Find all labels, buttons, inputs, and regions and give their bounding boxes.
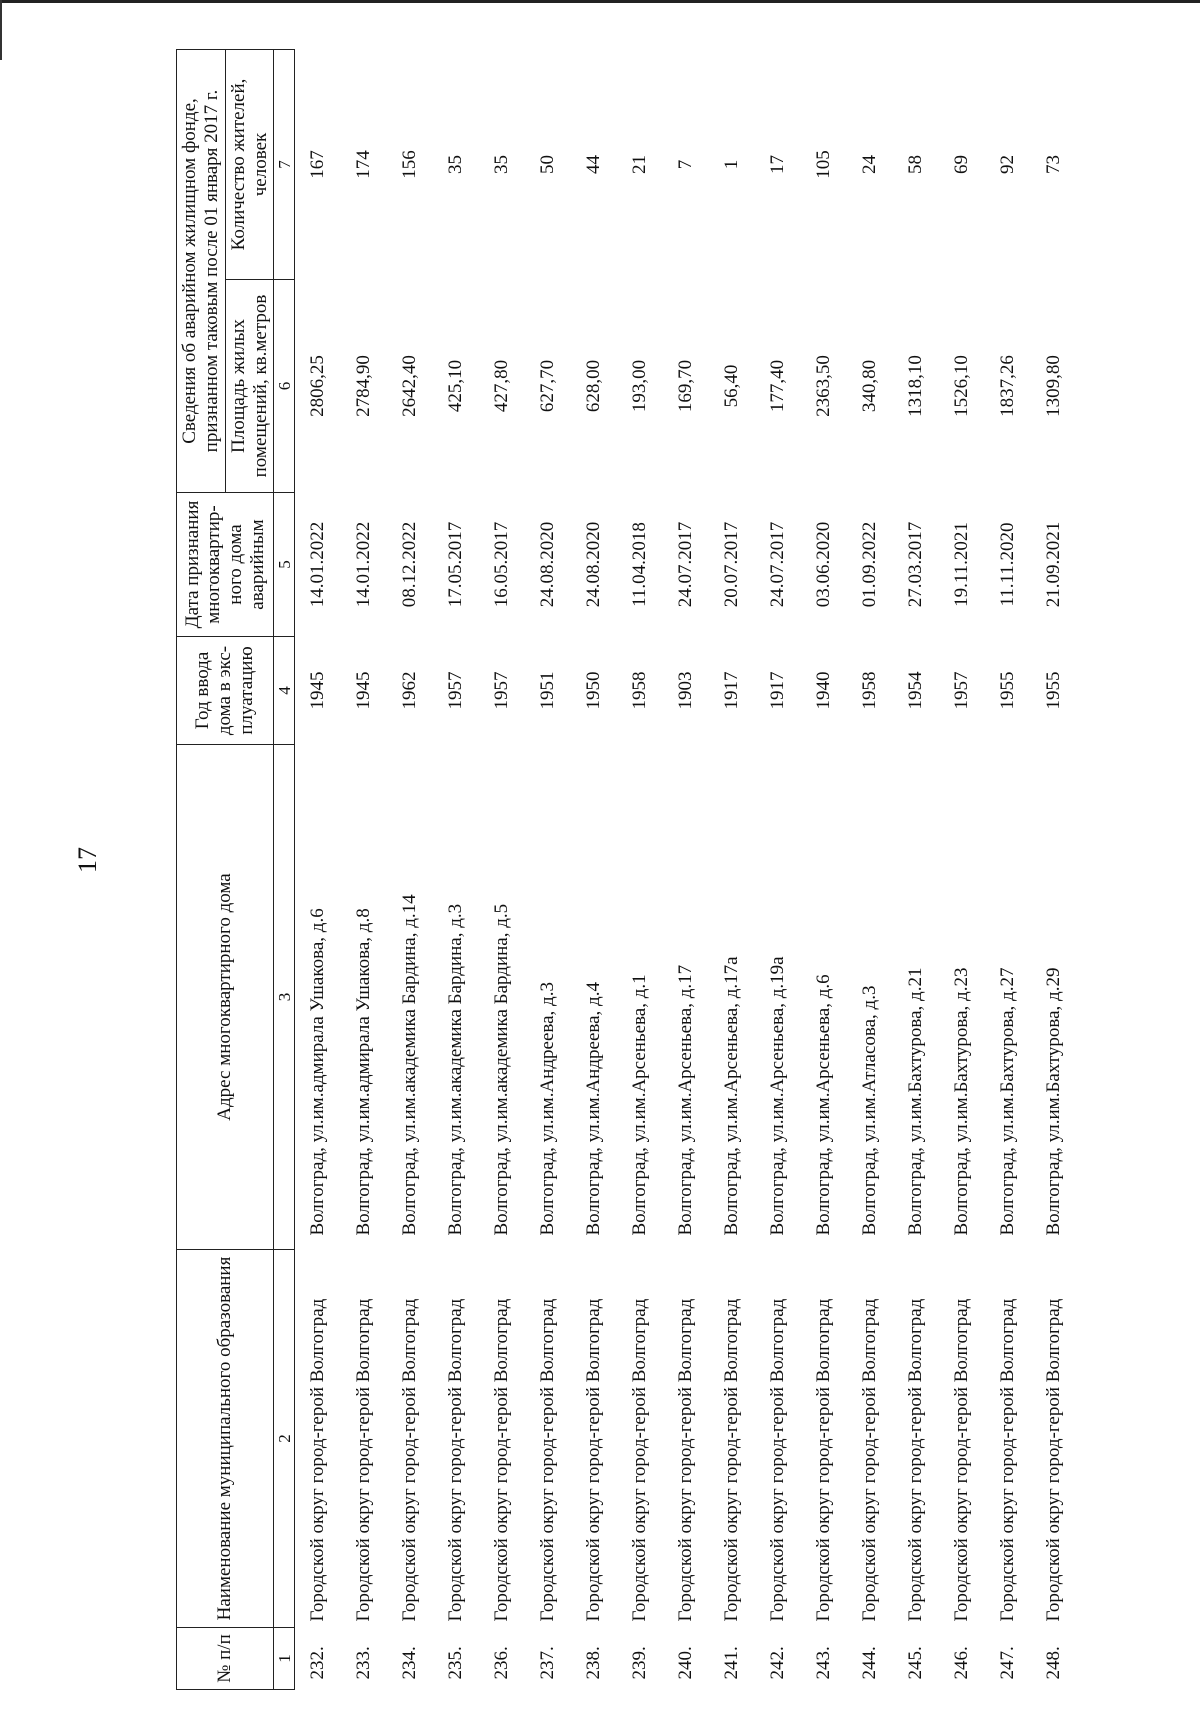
living-area: 56,40 — [721, 364, 743, 408]
commission-year: 1957 — [491, 671, 513, 710]
residents-count: 21 — [629, 155, 651, 174]
building-address: Волгоград, ул.им.Арсеньева, д.19а — [767, 956, 789, 1236]
residents-count: 24 — [859, 155, 881, 174]
living-area: 425,10 — [445, 359, 467, 413]
residents-count: 35 — [445, 155, 467, 174]
column-number: 1 — [274, 1628, 295, 1690]
table-row — [893, 49, 939, 1689]
residents-count: 7 — [675, 159, 697, 170]
header-address: Адрес многоквартирного дома — [177, 745, 274, 1250]
living-area: 177,40 — [767, 359, 789, 413]
residents-count: 156 — [399, 150, 421, 179]
scan-edge — [0, 0, 1200, 3]
commission-year: 1962 — [399, 671, 421, 710]
table-row — [755, 49, 801, 1689]
living-area: 2806,25 — [307, 355, 329, 417]
column-number: 4 — [274, 637, 295, 745]
table-row — [295, 49, 342, 1689]
table-row — [801, 49, 847, 1689]
emergency-housing-table — [176, 49, 1077, 1690]
column-number: 2 — [274, 1250, 295, 1628]
row-number: 245. — [905, 1646, 927, 1680]
row-number: 238. — [583, 1646, 605, 1680]
emergency-date: 19.11.2021 — [951, 522, 973, 607]
table-row — [341, 49, 387, 1689]
row-number: 247. — [997, 1646, 1019, 1680]
living-area: 193,00 — [629, 359, 651, 413]
emergency-date: 24.08.2020 — [583, 521, 605, 608]
table-row — [479, 49, 525, 1689]
emergency-date: 01.09.2022 — [859, 521, 881, 608]
row-number: 244. — [859, 1646, 881, 1680]
residents-count: 35 — [491, 155, 513, 174]
building-address: Волгоград, ул.им.Бахтурова, д.21 — [905, 967, 927, 1236]
municipality-name: Городской округ город-герой Волгоград — [813, 1298, 835, 1622]
living-area: 1318,10 — [905, 355, 927, 417]
header-people: Количество жителей, человек — [225, 49, 274, 279]
municipality-name: Городской округ город-герой Волгоград — [307, 1298, 329, 1622]
residents-count: 50 — [537, 155, 559, 174]
living-area: 1837,26 — [997, 355, 1019, 417]
table-row — [525, 49, 571, 1689]
table-row — [571, 49, 617, 1689]
living-area: 627,70 — [537, 359, 559, 413]
emergency-date: 11.04.2018 — [629, 522, 651, 607]
building-address: Волгоград, ул.им.академика Бардина, д.14 — [399, 894, 421, 1236]
row-number: 243. — [813, 1646, 835, 1680]
commission-year: 1957 — [951, 671, 973, 710]
header-year: Год ввода дома в экс-плуатацию — [177, 637, 274, 745]
residents-count: 105 — [813, 150, 835, 179]
residents-count: 92 — [997, 155, 1019, 174]
header-num: № п/п — [177, 1628, 274, 1690]
header-municipality: Наименование муниципального образования — [177, 1250, 274, 1628]
building-address: Волгоград, ул.им.Атласова, д.3 — [859, 985, 881, 1236]
building-address: Волгоград, ул.им.Андреева, д.3 — [537, 982, 559, 1236]
table-row — [387, 49, 433, 1689]
table-body — [295, 49, 1078, 1689]
header-date: Дата признания многоквартир-ного дома аварийным — [177, 493, 274, 637]
municipality-name: Городской округ город-герой Волгоград — [1043, 1298, 1065, 1622]
municipality-name: Городской округ город-герой Волгоград — [767, 1298, 789, 1622]
residents-count: 69 — [951, 155, 973, 174]
commission-year: 1954 — [905, 671, 927, 710]
row-number: 234. — [399, 1646, 421, 1680]
building-address: Волгоград, ул.им.Арсеньева, д.17а — [721, 956, 743, 1236]
municipality-name: Городской округ город-герой Волгоград — [537, 1298, 559, 1622]
living-area: 628,00 — [583, 359, 605, 413]
emergency-date: 17.05.2017 — [445, 521, 467, 608]
row-number: 235. — [445, 1646, 467, 1680]
commission-year: 1955 — [1043, 671, 1065, 710]
table-row — [433, 49, 479, 1689]
municipality-name: Городской округ город-герой Волгоград — [629, 1298, 651, 1622]
row-number: 241. — [721, 1646, 743, 1680]
emergency-date: 08.12.2022 — [399, 521, 421, 608]
residents-count: 167 — [307, 150, 329, 179]
row-number: 236. — [491, 1646, 513, 1680]
table-row — [985, 49, 1031, 1689]
commission-year: 1958 — [859, 671, 881, 710]
commission-year: 1903 — [675, 671, 697, 710]
municipality-name: Городской округ город-герой Волгоград — [905, 1298, 927, 1622]
building-address: Волгоград, ул.им.Бахтурова, д.29 — [1043, 967, 1065, 1236]
municipality-name: Городской округ город-герой Волгоград — [399, 1298, 421, 1622]
residents-count: 174 — [353, 150, 375, 179]
row-number: 246. — [951, 1646, 973, 1680]
municipality-name: Городской округ город-герой Волгоград — [491, 1298, 513, 1622]
row-number: 232. — [307, 1646, 329, 1680]
commission-year: 1917 — [721, 671, 743, 710]
header-group: Сведения об аварийном жилищном фонде, признанном таковым после 01 января 2017 г. — [177, 49, 226, 492]
commission-year: 1945 — [307, 671, 329, 710]
header-area: Площадь жилых помещений, кв.метров — [225, 280, 274, 493]
commission-year: 1940 — [813, 671, 835, 710]
column-number: 6 — [274, 280, 295, 493]
emergency-date: 27.03.2017 — [905, 521, 927, 608]
building-address: Волгоград, ул.им.Арсеньева, д.6 — [813, 974, 835, 1236]
building-address: Волгоград, ул.им.Бахтурова, д.27 — [997, 967, 1019, 1236]
row-number: 248. — [1043, 1646, 1065, 1680]
commission-year: 1950 — [583, 671, 605, 710]
emergency-date: 16.05.2017 — [491, 521, 513, 608]
emergency-date: 11.11.2020 — [997, 522, 1019, 607]
municipality-name: Городской округ город-герой Волгоград — [445, 1298, 467, 1622]
emergency-date: 20.07.2017 — [721, 521, 743, 608]
living-area: 340,80 — [859, 359, 881, 413]
table-row — [617, 49, 663, 1689]
row-number: 237. — [537, 1646, 559, 1680]
commission-year: 1917 — [767, 671, 789, 710]
table-row — [663, 49, 709, 1689]
residents-count: 1 — [721, 159, 743, 170]
row-number: 242. — [767, 1646, 789, 1680]
emergency-date: 24.07.2017 — [675, 521, 697, 608]
residents-count: 58 — [905, 155, 927, 174]
emergency-date: 24.08.2020 — [537, 521, 559, 608]
emergency-date: 21.09.2021 — [1043, 521, 1065, 608]
municipality-name: Городской округ город-герой Волгоград — [583, 1298, 605, 1622]
emergency-date: 14.01.2022 — [353, 521, 375, 608]
column-number: 5 — [274, 493, 295, 637]
table-row — [939, 49, 985, 1689]
living-area: 2642,40 — [399, 355, 421, 417]
living-area: 2363,50 — [813, 355, 835, 417]
living-area: 2784,90 — [353, 355, 375, 417]
municipality-name: Городской округ город-герой Волгоград — [951, 1298, 973, 1622]
page-number: 17 — [73, 847, 102, 873]
building-address: Волгоград, ул.им.Арсеньева, д.1 — [629, 974, 651, 1236]
building-address: Волгоград, ул.им.академика Бардина, д.3 — [445, 903, 467, 1236]
column-numbers-row — [274, 49, 295, 1689]
building-address: Волгоград, ул.им.академика Бардина, д.5 — [491, 903, 513, 1236]
scan-edge-left — [0, 0, 2, 60]
emergency-date: 14.01.2022 — [307, 521, 329, 608]
building-address: Волгоград, ул.им.Бахтурова, д.23 — [951, 967, 973, 1236]
table-row — [709, 49, 755, 1689]
commission-year: 1958 — [629, 671, 651, 710]
municipality-name: Городской округ город-герой Волгоград — [353, 1298, 375, 1622]
building-address: Волгоград, ул.им.Андреева, д.4 — [583, 982, 605, 1236]
row-number: 239. — [629, 1646, 651, 1680]
table-rotated-wrapper — [176, 50, 1136, 1690]
municipality-name: Городской округ город-герой Волгоград — [997, 1298, 1019, 1622]
row-number: 240. — [675, 1646, 697, 1680]
building-address: Волгоград, ул.им.адмирала Ушакова, д.8 — [353, 908, 375, 1236]
emergency-date: 03.06.2020 — [813, 521, 835, 608]
living-area: 427,80 — [491, 359, 513, 413]
commission-year: 1955 — [997, 671, 1019, 710]
emergency-date: 24.07.2017 — [767, 521, 789, 608]
row-number: 233. — [353, 1646, 375, 1680]
residents-count: 73 — [1043, 155, 1065, 174]
residents-count: 17 — [767, 155, 789, 174]
residents-count: 44 — [583, 155, 605, 174]
building-address: Волгоград, ул.им.адмирала Ушакова, д.6 — [307, 908, 329, 1236]
commission-year: 1957 — [445, 671, 467, 710]
municipality-name: Городской округ город-герой Волгоград — [721, 1298, 743, 1622]
municipality-name: Городской округ город-герой Волгоград — [859, 1298, 881, 1622]
commission-year: 1951 — [537, 671, 559, 710]
living-area: 169,70 — [675, 359, 697, 413]
municipality-name: Городской округ город-герой Волгоград — [675, 1298, 697, 1622]
table-row — [847, 49, 893, 1689]
table-row — [1031, 49, 1077, 1689]
column-number: 7 — [274, 49, 295, 279]
living-area: 1526,10 — [951, 355, 973, 417]
living-area: 1309,80 — [1043, 355, 1065, 417]
building-address: Волгоград, ул.им.Арсеньева, д.17 — [675, 964, 697, 1236]
column-number: 3 — [274, 745, 295, 1250]
commission-year: 1945 — [353, 671, 375, 710]
